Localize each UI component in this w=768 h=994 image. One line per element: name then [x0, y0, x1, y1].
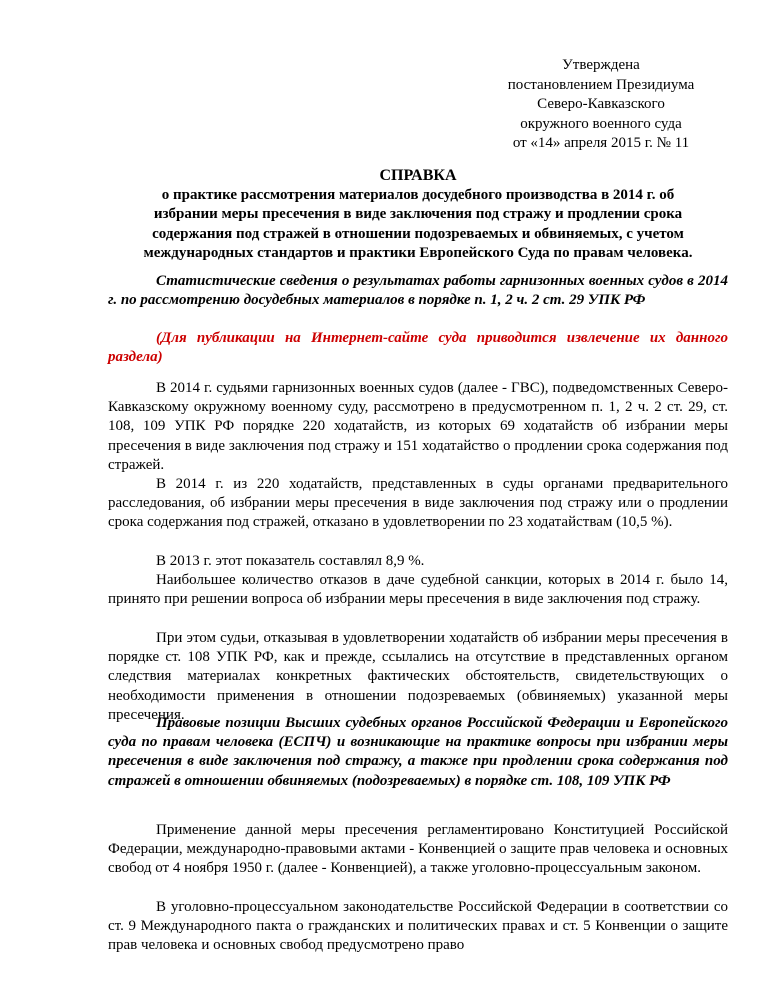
publication-note: (Для публикации на Интернет-сайте суда приводится извлечение их данного раздела) [108, 330, 728, 366]
paragraph-3: В 2013 г. этот показатель составлял 8,9 %. [156, 553, 425, 569]
paragraph-7: В уголовно-процессуальном законодательстве Российской Федерации в соответствии со ст. 9 Международного пакта о гражданских и политических правах и ст. 5 Конвенции о защите прав человека и основных свобод предусмотрено право [108, 899, 728, 954]
title-line: о практике рассмотрения материалов досудебного производства в 2014 г. об [161, 186, 675, 203]
document-title [108, 166, 728, 264]
approval-stamp [470, 56, 732, 154]
paragraph-6: Применение данной меры пресечения регламентировано Конституцией Российской Федерации, международно-правовыми актами - Конвенцией о защите прав человека и основных свобод от 4 ноября 1950 г. (далее - Конвенцией), а также уголовно-процессуальным законом. [108, 822, 728, 877]
title-line: международных стандартов и практики Европейского Суда по правам человека. [143, 245, 693, 261]
title-line: содержания под стражей в отношении подозреваемых и обвиняемых, с учетом [152, 225, 684, 242]
paragraph-5: При этом судьи, отказывая в удовлетворении ходатайств об избрании меры пресечения в порядке ст. 108 УПК РФ, как и прежде, ссылались на отсутствие в представленных органом следствия материалах конкретных фактических обстоятельств, свидетельствующих о необходимости применения в отношении подозреваемых (обвиняемых) указанной меры пресечения. [108, 630, 728, 723]
title-main: СПРАВКА [379, 167, 457, 184]
approval-line: Северо-Кавказского [537, 96, 665, 112]
approval-line: постановлением Президиума [507, 76, 695, 93]
approval-line: от «14» апреля 2015 г. № 11 [512, 135, 690, 151]
paragraph-1: В 2014 г. судьями гарнизонных военных судов (далее - ГВС), подведомственных Северо-Кавказскому окружному военному суду, рассмотрено в предусмотренном п. 1, 2 ч. 2 ст. 29, ст. 108, 109 УПК РФ порядке 220 ходатайств, из которых 69 ходатайств об избрании меры пресечения в виде заключения под стражу и 151 ходатайство о продлении срока содержания под стражей. [108, 380, 728, 473]
paragraph-4: Наибольшее количество отказов в даче судебной санкции, которых в 2014 г. было 14, принято при решении вопроса об избрании меры пресечения в виде заключения под стражу. [108, 572, 728, 608]
paragraph-2: В 2014 г. из 220 ходатайств, представленных в суды органами предварительного расследования, об избрании меры пресечения в виде заключения под стражу или о продлении срока содержания под стражей, отказано в удовлетворении по 23 ходатайствам (10,5 %). [108, 476, 728, 531]
section-heading-statistics: Статистические сведения о результатах работы гарнизонных военных судов в 2014 г. по рассмотрению досудебных материалов в порядке п. 1, 2 ч. 2 ст. 29 УПК РФ [108, 273, 728, 309]
title-line: избрании меры пресечения в виде заключения под стражу и продлении срока [153, 206, 683, 222]
approval-line: окружного военного суда [520, 115, 682, 132]
approval-line: Утверждена [562, 57, 640, 73]
section-heading-legal-positions: Правовые позиции Высших судебных органов Российской Федерации и Европейского суда по правам человека (ЕСПЧ) и возникающие на практике вопросы при избрании меры пресечения в виде заключения под стражу, а также при продлении срока содержания под стражей в отношении обвиняемых (подозреваемых) в порядке ст. 108, 109 УПК РФ [108, 715, 728, 789]
